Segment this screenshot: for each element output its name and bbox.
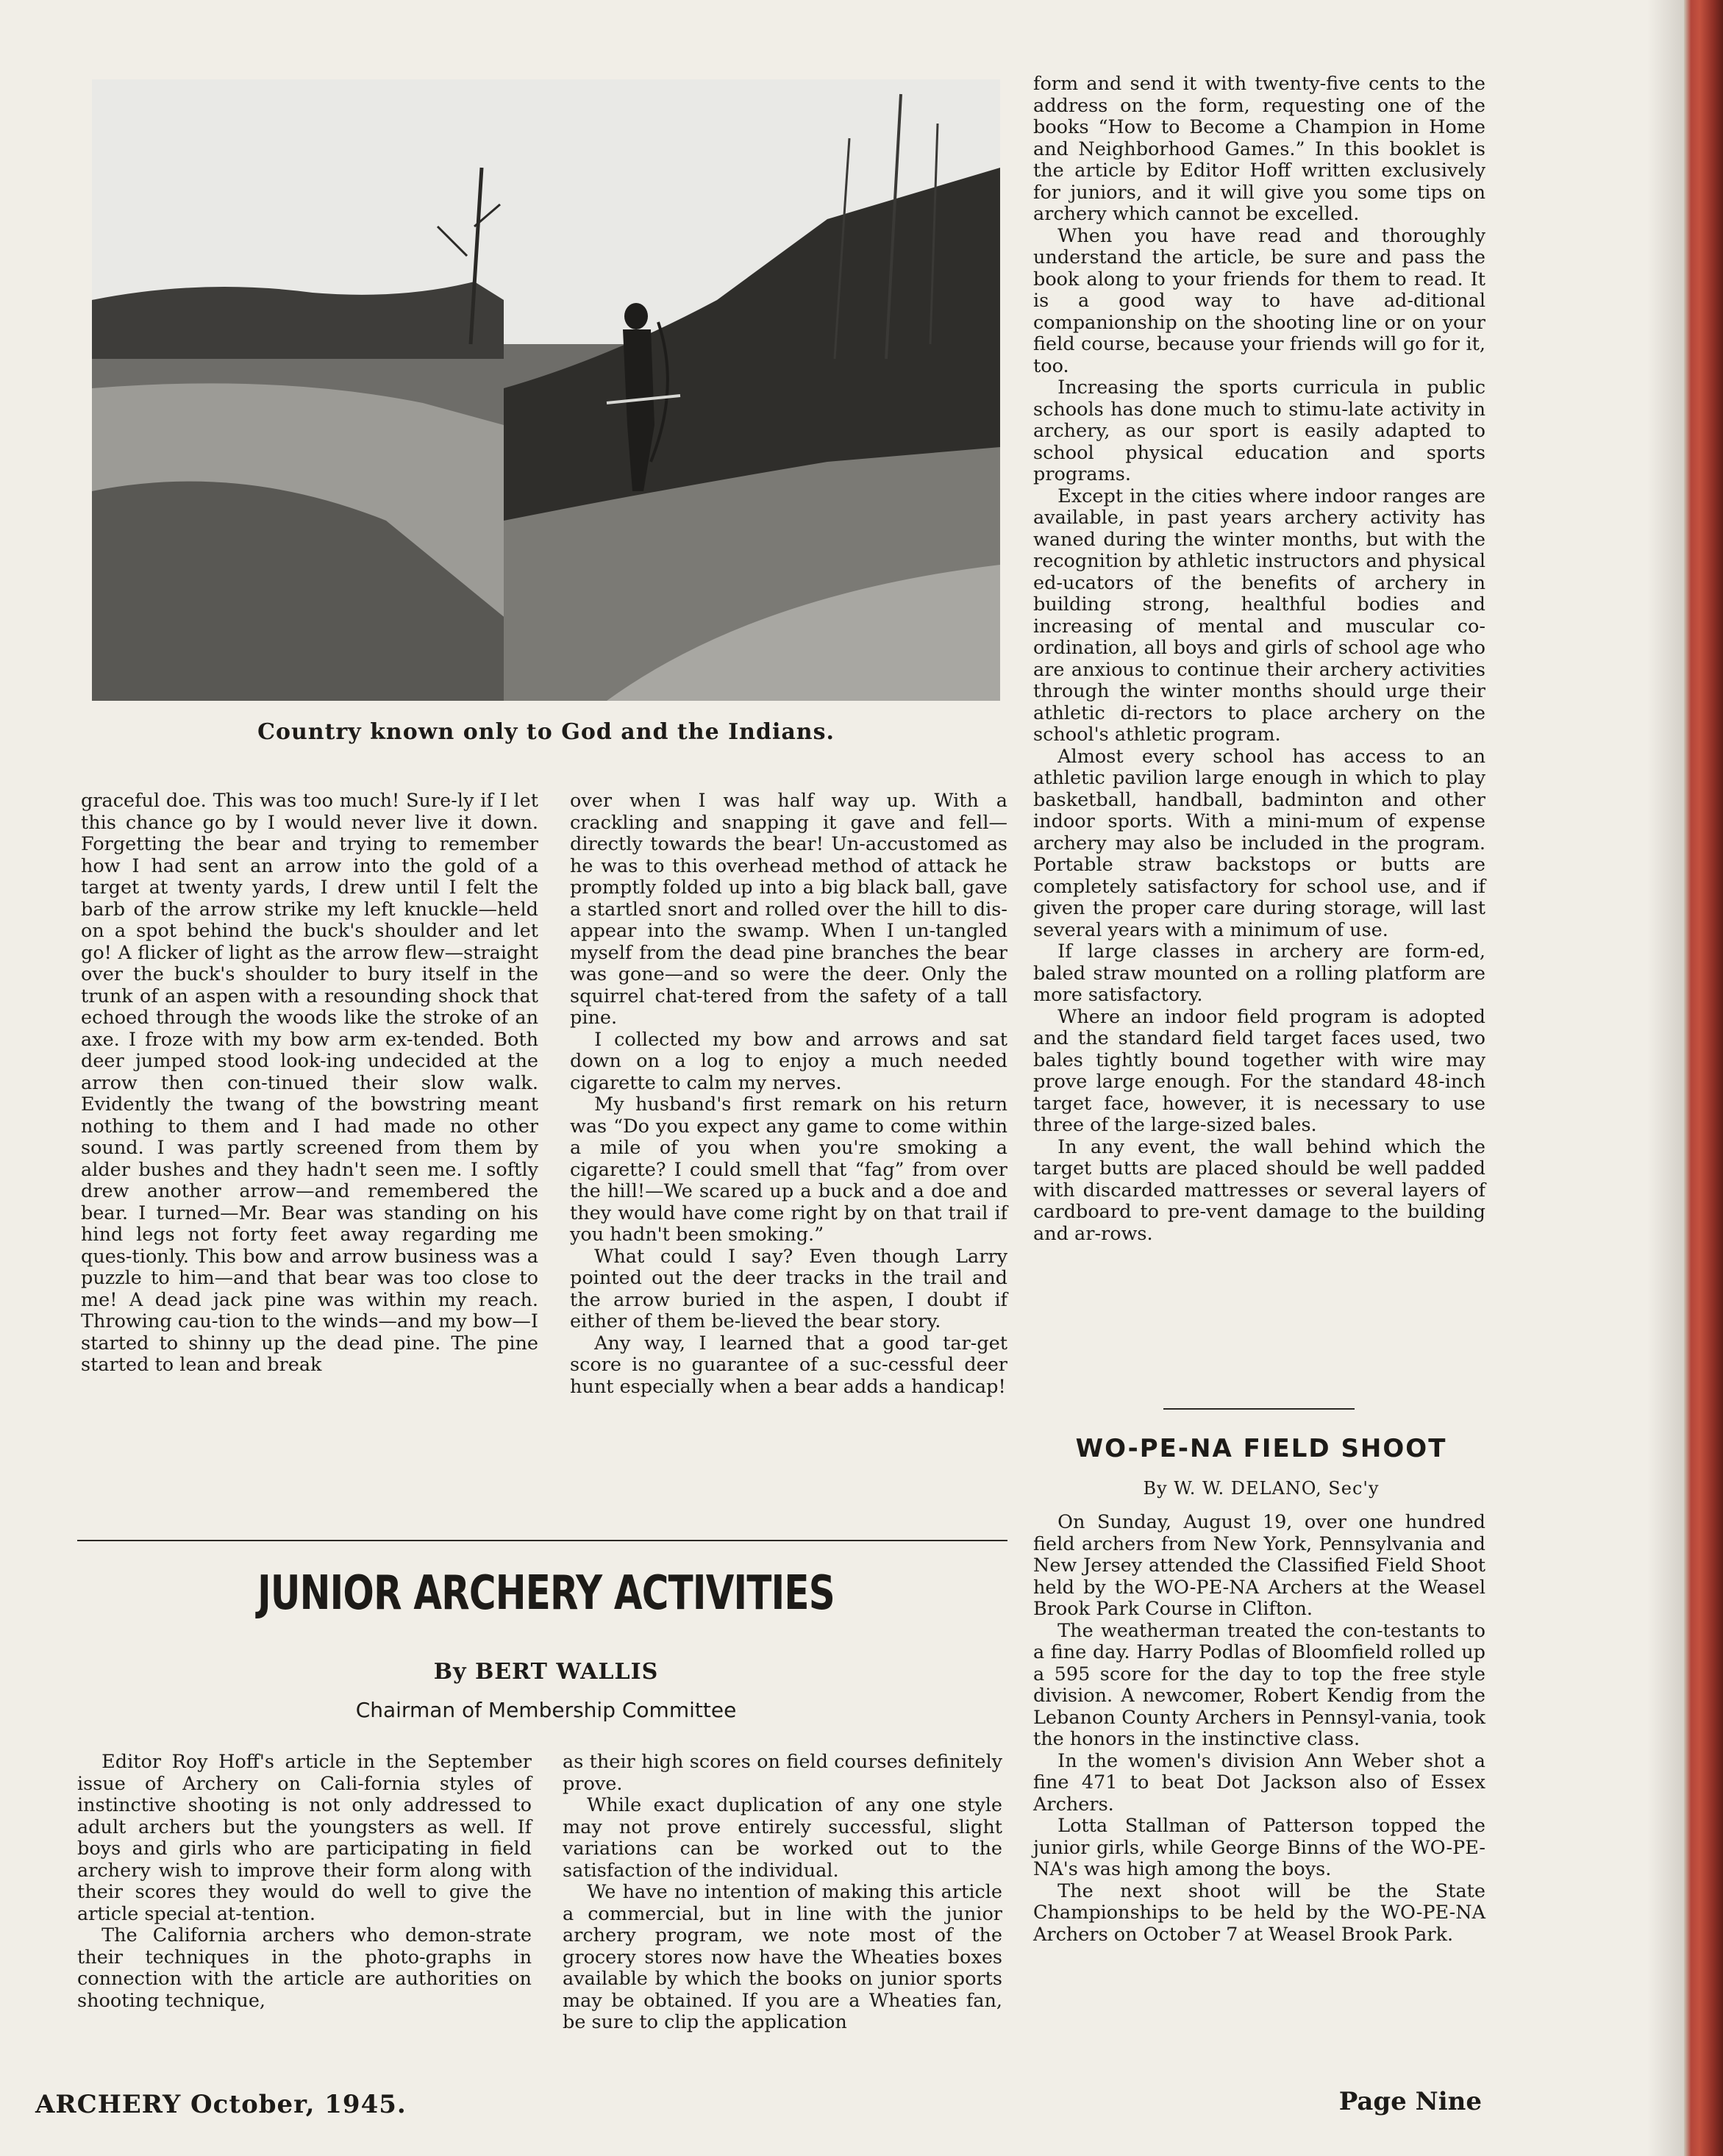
wopena-paragraph: Lotta Stallman of Patterson topped the junior girls, while George Binns of the WO-PE-NA's was high among the boys. (1033, 1815, 1485, 1880)
page-number: Page Nine (1338, 2087, 1482, 2116)
junior-paragraph: When you have read and thoroughly understand the article, be sure and pass the book along to your friends for them to read. It is a good way to have ad-ditional companionship on the shooting line or on your field course, because your friends will go for it, too. (1033, 224, 1485, 377)
junior-column-1 (77, 1752, 532, 2012)
story-paragraph: I collected my bow and arrows and sat down on a log to enjoy a much needed cigarette to calm my nerves. (570, 1028, 1007, 1094)
wopena-paragraph: The weatherman treated the con-testants to a fine day. Harry Podlas of Bloomfield rolled up a 595 score for the day to top the free style division. A newcomer, Robert Kendig from the Lebanon County Archers in Pennsyl-vania, took the honors in the instinctive class. (1033, 1619, 1485, 1750)
wopena-paragraph: On Sunday, August 19, over one hundred field archers from New York, Pennsylvania and New Jersey attended the Classified Field Shoot held by the WO-PE-NA Archers at the Weasel Brook Park Course in Clifton. (1033, 1511, 1485, 1620)
junior-paragraph: Increasing the sports curricula in public schools has done much to stimu-late activity in archery, as our sport is easily adapted to school physical education and sports programs. (1033, 376, 1485, 485)
wopena-column (1033, 1512, 1485, 1946)
wopena-paragraph: The next shoot will be the State Championships to be held by the WO-PE-NA Archers on October 7 at Weasel Brook Park. (1033, 1880, 1485, 1946)
story-paragraph: What could I say? Even though Larry pointed out the deer tracks in the trail and the arrow buried in the aspen, I doubt if either of them be-lieved the bear story. (570, 1245, 1007, 1332)
junior-paragraph: as their high scores on field courses definitely prove. (563, 1751, 1002, 1795)
junior-column-2 (563, 1752, 1002, 2034)
junior-archery-headline: JUNIOR ARCHERY ACTIVITIES (257, 1566, 835, 1621)
junior-paragraph: We have no intention of making this article a commercial, but in line with the junior archery program, we note most of the grocery stores now have the Wheaties boxes available by which the books on junior sports may be obtained. If you are a Wheaties fan, be sure to clip the application (563, 1881, 1002, 2033)
story-paragraph: Any way, I learned that a good tar-get score is no guarantee of a suc-cessful deer hunt especially when a bear adds a handicap! (570, 1332, 1007, 1398)
junior-paragraph: Editor Roy Hoff's article in the September issue of Archery on Cali-fornia styles of instinctive shooting is not only addressed to adult archers but the youngsters as well. If boys and girls who are participating in field archery wish to improve their form along with their scores they would do well to give the article special at-tention. (77, 1751, 532, 1925)
junior-paragraph: While exact duplication of any one style may not prove entirely successful, slight variations can be worked out to the satisfaction of the individual. (563, 1794, 1002, 1882)
story-paragraph: over when I was half way up. With a crackling and snapping it gave and fell—directly towards the bear! Un-accustomed as he was to this overhead method of attack he promptly folded up into a big black ball, gave a startled snort and rolled over the hill to dis-appear into the swamp. When I un-tangled myself from the dead pine branches the bear was gone—and so were the deer. Only the squirrel chat-tered from the safety of a tall pine. (570, 790, 1007, 1029)
junior-paragraph: Where an indoor field program is adopted and the standard field target faces used, two bales tightly bound together with wire may prove large enough. For the standard 48-inch target face, however, it is necessary to use three of the large-sized bales. (1033, 1005, 1485, 1136)
junior-paragraph: The California archers who demon-strate their techniques in the photo-graphs in connection with the article are authorities on shooting technique, (77, 1924, 532, 2012)
junior-paragraph: Almost every school has access to an athletic pavilion large enough in which to play basketball, handball, badminton and other indoor sports. With a mini-mum of expense archery may also be included in the program. Portable straw backstops or butts are completely satisfactory for school use, and if given the proper care during storage, will last several years with a minimum of use. (1033, 745, 1485, 941)
section-divider (77, 1540, 1007, 1541)
wopena-byline: By W. W. DELANO, Sec'y (1143, 1478, 1380, 1499)
junior-archery-author-title: Chairman of Membership Committee (355, 1698, 737, 1722)
story-column-2 (570, 790, 1007, 1398)
story-paragraph: My husband's first remark on his return was “Do you expect any game to come within a mile of you when you're smoking a cigarette? I could smell that “fag” from over the hill!—We scared up a buck and a doe and they would have come right by on that trail if you hadn't been smoking.” (570, 1093, 1007, 1246)
junior-paragraph: If large classes in archery are form-ed, baled straw mounted on a rolling platform are more satisfactory. (1033, 940, 1485, 1006)
photo-caption: Country known only to God and the Indians. (257, 719, 835, 745)
story-paragraph: graceful doe. This was too much! Sure-ly if I let this chance go by I would never live it down. Forgetting the bear and trying to remember how I had sent an arrow into the gold of a target at twenty yards, I drew until I felt the barb of the arrow strike my left knuckle—held on a spot behind the buck's shoulder and let go! A flicker of light as the arrow flew—straight over the buck's shoulder to bury itself in the trunk of an aspen with a resounding shock that echoed through the woods like the stroke of an axe. I froze with my bow arm ex-tended. Both deer jumped stood look-ing undecided at the arrow then con-tinued their slow walk. Evidently the twang of the bowstring meant nothing to them and I had made no other sound. I was partly screened from them by alder bushes and they hadn't seen me. I softly drew another arrow—and remembered the bear. I turned—Mr. Bear was standing on his hind legs not forty feet away regarding me ques-tionly. This bow and arrow business was a puzzle to him—and that bear was too close to me! A dead jack pine was within my reach. Throwing cau-tion to the winds—and my bow—I started to shinny up the dead pine. The pine started to lean and break (81, 790, 538, 1376)
short-divider (1163, 1408, 1355, 1410)
junior-paragraph: form and send it with twenty-five cents to the address on the form, requesting one of the books “How to Become a Champion in Home and Neighborhood Games.” In this booklet is the article by Editor Hoff written exclusively for juniors, and it will give you some tips on archery which cannot be excelled. (1033, 73, 1485, 225)
red-binding-edge (1684, 0, 1723, 2156)
story-column-1 (81, 790, 538, 1377)
junior-paragraph: In any event, the wall behind which the target butts are placed should be well padded with discarded mattresses or several layers of cardboard to pre-vent damage to the building and ar-rows. (1033, 1135, 1485, 1245)
wopena-paragraph: In the women's division Ann Weber shot a fine 471 to beat Dot Jackson also of Essex Archers. (1033, 1749, 1485, 1816)
junior-column-3 (1033, 74, 1485, 1245)
page-gutter-shadow (1647, 0, 1684, 2156)
junior-archery-byline: By BERT WALLIS (433, 1659, 659, 1685)
archer-photo (92, 79, 1000, 701)
junior-paragraph: Except in the cities where indoor ranges are available, in past years archery activity has waned during the winter months, but with the recognition by athletic instructors and physical ed-ucators of the benefits of archery in building strong, healthful bodies and increasing of mental and muscular co-ordination, all boys and girls of school age who are anxious to continue their archery activities through the winter months should urge their athletic di-rectors to place archery on the school's athletic program. (1033, 485, 1485, 746)
magazine-issue-footer: ARCHERY October, 1945. (35, 2090, 407, 2119)
wopena-headline: WO-PE-NA FIELD SHOOT (1075, 1434, 1447, 1463)
